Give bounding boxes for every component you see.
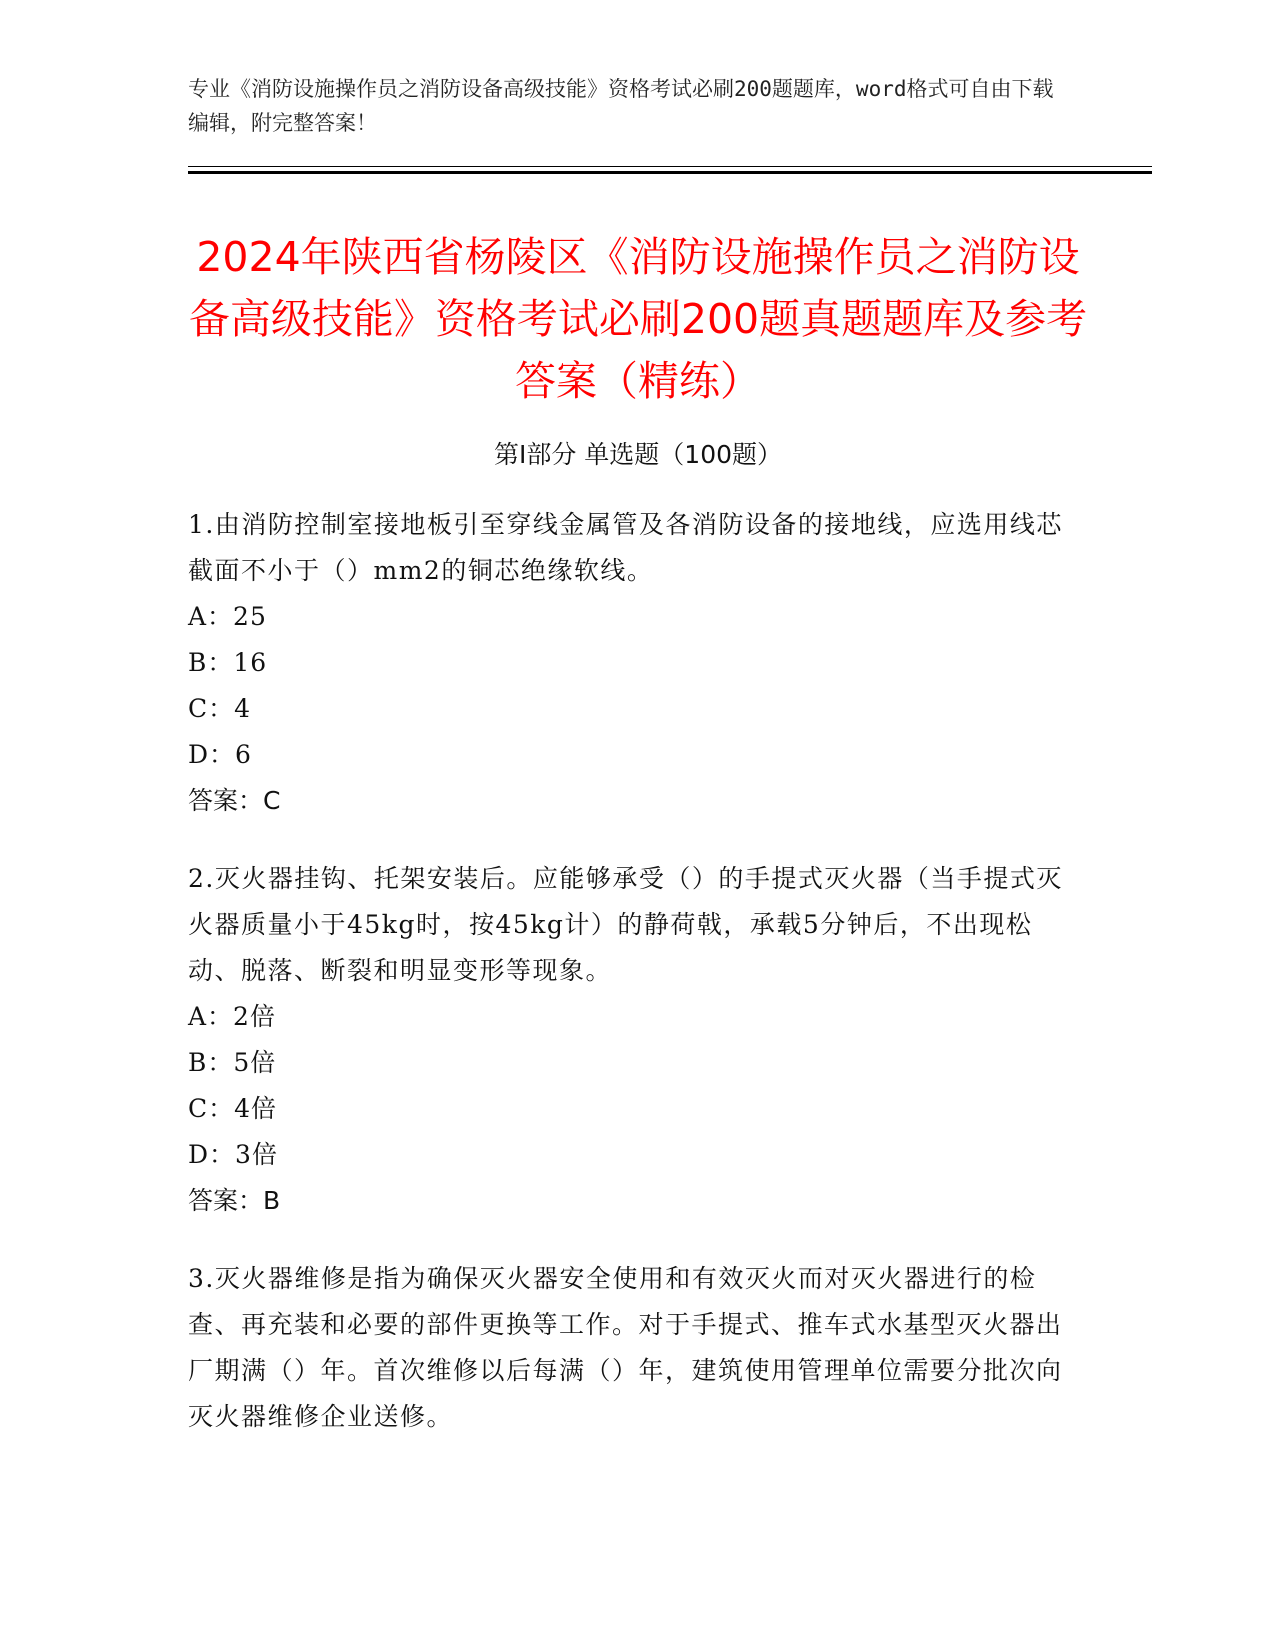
answer: 答案：B: [188, 1186, 281, 1215]
question-stem: 3.灭火器维修是指为确保灭火器安全使用和有效灭火而对灭火器进行的检查、再充装和必要的部件更换等工作。对于手提式、推车式水基型灭火器出厂期满（）年。首次维修以后每满（）年，建筑使用管理单位需要分批次向灭火器维修企业送修。: [188, 1264, 1063, 1431]
option-b: B：16: [188, 648, 268, 677]
header-rule-thin: [188, 166, 1152, 167]
question-stem: 2.灭火器挂钩、托架安装后。应能够承受（）的手提式灭火器（当手提式灭火器质量小于45kg时，按45kg计）的静荷戟，承载5分钟后，不出现松动、脱落、断裂和明显变形等现象。: [188, 864, 1063, 985]
option-b: B：5倍: [188, 1048, 277, 1077]
question-3: [188, 1256, 1068, 1440]
question-stem: 1.由消防控制室接地板引至穿线金属管及各消防设备的接地线，应选用线芯截面不小于（）mm2的铜芯绝缘软线。: [188, 510, 1063, 585]
option-c: C：4倍: [188, 1094, 278, 1123]
header-note: 专业《消防设施操作员之消防设备高级技能》资格考试必刷200题题库，word格式可自由下载编辑，附完整答案！: [188, 77, 1054, 135]
section-heading: 第I部分 单选题（100题）: [493, 440, 783, 469]
question-1: [188, 502, 1068, 824]
option-d: D：3倍: [188, 1140, 278, 1169]
option-c: C：4: [188, 694, 252, 723]
question-2: [188, 856, 1068, 1224]
document-title: 2024年陕西省杨陵区《消防设施操作员之消防设备高级技能》资格考试必刷200题真题题库及参考答案（精练）: [188, 233, 1088, 405]
option-a: A：2倍: [188, 1002, 276, 1031]
option-a: A：25: [188, 602, 267, 631]
option-d: D：6: [188, 740, 252, 769]
header-rule-thick: [188, 171, 1152, 174]
answer: 答案：C: [188, 786, 281, 815]
